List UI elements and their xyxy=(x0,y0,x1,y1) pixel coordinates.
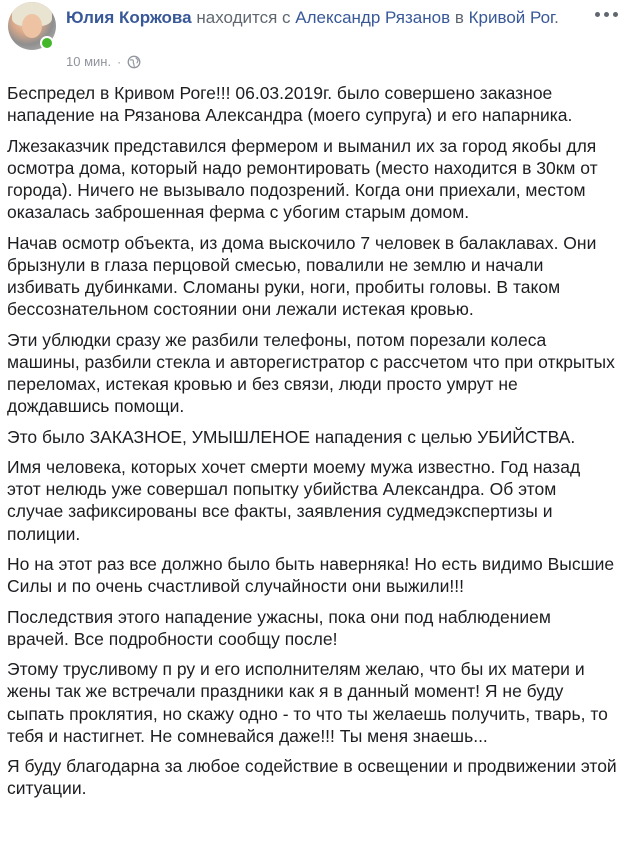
post-paragraph: Беспредел в Кривом Роге!!! 06.03.2019г. было совершено заказное нападение на Рязанова Александра (моего супруга) и его напарника. xyxy=(7,83,573,126)
location-end: . xyxy=(554,8,559,27)
post-header-text xyxy=(66,6,566,30)
avatar-face xyxy=(22,14,42,38)
location-link[interactable]: Кривой Рог xyxy=(468,8,555,27)
more-options-icon[interactable] xyxy=(592,4,620,24)
more-dot xyxy=(595,12,600,17)
post-paragraph: Лжезаказчик представился фермером и выманил их за город якобы для осмотра дома, который надо ремонтировать (место находится в 30км от города). Ничего не вызывало подозрений. Когда они приехали, местом оказалась заброшенная ферма с убогим старым домом. xyxy=(7,135,598,223)
more-dot xyxy=(604,12,609,17)
post-paragraph: Но на этот раз все должно было быть наверняка! Но есть видимо Высшие Силы и по очень счастливой случайности они выжили!!! xyxy=(7,553,615,597)
post-body xyxy=(7,82,617,808)
post-paragraph: Последствия этого нападение ужасны, пока они под наблюдением врачей. Все подробности сообщу после! xyxy=(7,606,551,649)
author-name-link[interactable]: Юлия Коржова xyxy=(66,8,192,27)
post-paragraph: Эти ублюдки сразу же разбили телефоны, потом порезали колеса машины, разбили стекла и авторегистратор с рассчетом что при открытых переломах, истекая кровью и без связи, люди просто умрут не дождавшись помощи. xyxy=(7,329,615,417)
post-meta xyxy=(66,54,141,69)
tagged-person-link[interactable]: Александр Рязанов xyxy=(295,8,451,27)
post-paragraph: Имя человека, которых хочет смерти моему мужа известно. Год назад этот нелюдь уже совершал попытку убийства Александра. Об этом случае зафиксированы все факты, заявления судмедэкспертизы и полиции. xyxy=(7,456,581,544)
post-paragraph: Начав осмотр объекта, из дома выскочило 7 человек в балаклавах. Они брызнули в глаза перцовой смесью, повалили не землю и начали избивать дубинками. Сломаны руки, ноги, пробиты головы. В таком бессознательном состоянии они лежали истекая кровью. xyxy=(7,232,597,320)
with-text: находится с xyxy=(191,8,296,27)
post-timestamp[interactable]: 10 мин. xyxy=(66,54,112,69)
more-dot xyxy=(613,12,618,17)
post-paragraph: Это было ЗАКАЗНОЕ, УМЫШЛЕНОЕ нападения с целью УБИЙСТВА. xyxy=(7,426,576,447)
globe-icon[interactable] xyxy=(127,55,141,69)
in-text: в xyxy=(450,8,469,27)
online-status-dot xyxy=(40,36,54,50)
meta-separator: · xyxy=(117,54,122,69)
post-paragraph: Я буду благодарна за любое содействие в освещении и продвижении этой ситуации. xyxy=(7,756,617,799)
post-paragraph: Этому трусливому п ру и его исполнителям желаю, что бы их матери и жены так же встречали праздники как я в данный момент! Я не буду сыпать проклятия, но скажу одно - то что ты желаешь получить, тварь, то тебя и настигнет. Не сомневайся даже!!! Ты меня знаешь... xyxy=(7,659,608,746)
post-header xyxy=(0,0,627,80)
